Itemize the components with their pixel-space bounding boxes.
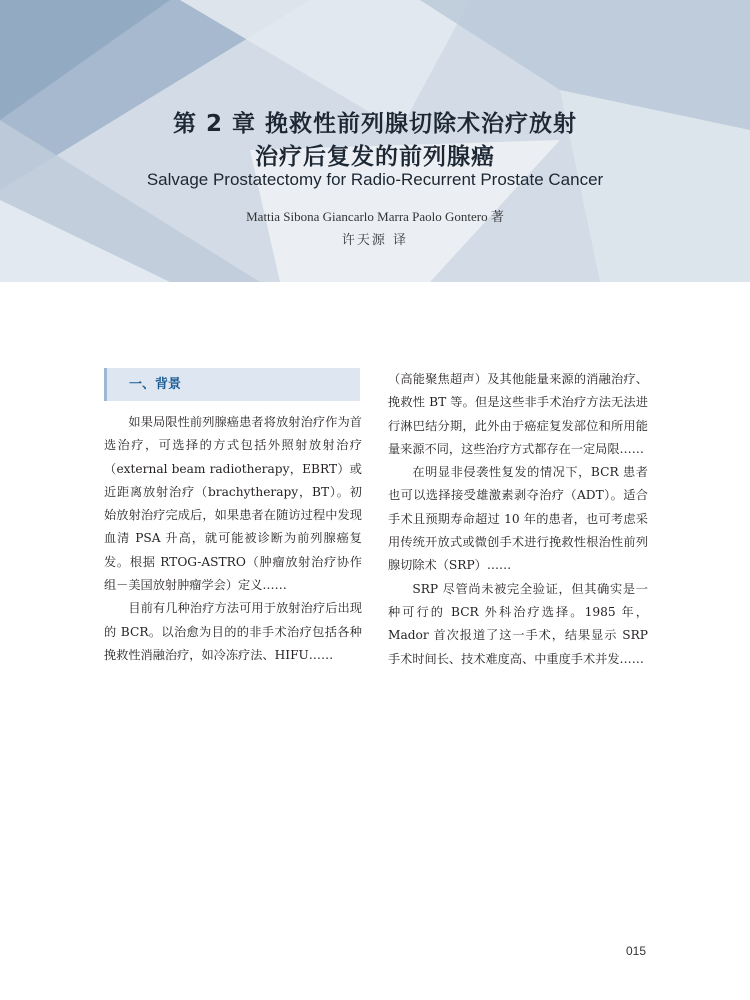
chapter-title-english: Salvage Prostatectomy for Radio-Recurrent Prostate Cancer [146,170,604,189]
right-column [388,368,648,671]
paragraph: 如果局限性前列腺癌患者将放射治疗作为首选治疗，可选择的方式包括外照射放射治疗（external beam radiotherapy，EBRT）或近距离放射治疗（brachytherapy，BT）。初始放射治疗完成后，如果患者在随访过程中发现血清 PSA 升高，就可能被诊断为前列腺癌复发。根据 RTOG-ASTRO（肿瘤放射治疗协作组－美国放射肿瘤学会）定义…… [104,415,362,593]
paragraph: 在明显非侵袭性复发的情况下，BCR 患者也可以选择接受雄激素剥夺治疗（ADT）。适合手术且预期寿命超过 10 年的患者，也可考虑采用传统开放式或微创手术进行挽救性根治性前列腺切除术（SRP）…… [388,465,648,573]
chapter-title [0,108,750,174]
section-heading: 一、背景 [104,368,360,401]
chapter-header [0,0,750,282]
chapter-title-line1: 第 2 章 挽救性前列腺切除术治疗放射 [172,111,578,137]
left-column [104,368,362,667]
page-number: 015 [626,944,647,958]
paragraph: （高能聚焦超声）及其他能量来源的消融治疗、挽救性 BT 等。但是这些非手术治疗方法无法进行淋巴结分期，此外由于癌症复发部位和所用能量来源不同，这些治疗方式都存在一定局限…… [388,372,648,456]
paragraph: 目前有几种治疗方法可用于放射治疗后出现的 BCR。以治愈为目的的非手术治疗包括各种挽救性消融治疗，如冷冻疗法、HIFU…… [104,601,362,662]
paragraph: SRP 尽管尚未被完全验证，但其确实是一种可行的 BCR 外科治疗选择。1985 年，Mador 首次报道了这一手术，结果显示 SRP 手术时间长、技术难度高、中重度手术并发…… [388,581,648,666]
chapter-title-line2: 治疗后复发的前列腺癌 [255,144,495,170]
translator-line: 许天源 译 [341,233,409,248]
author-line: Mattia Sibona Giancarlo Marra Paolo Gontero 著 [246,209,504,224]
